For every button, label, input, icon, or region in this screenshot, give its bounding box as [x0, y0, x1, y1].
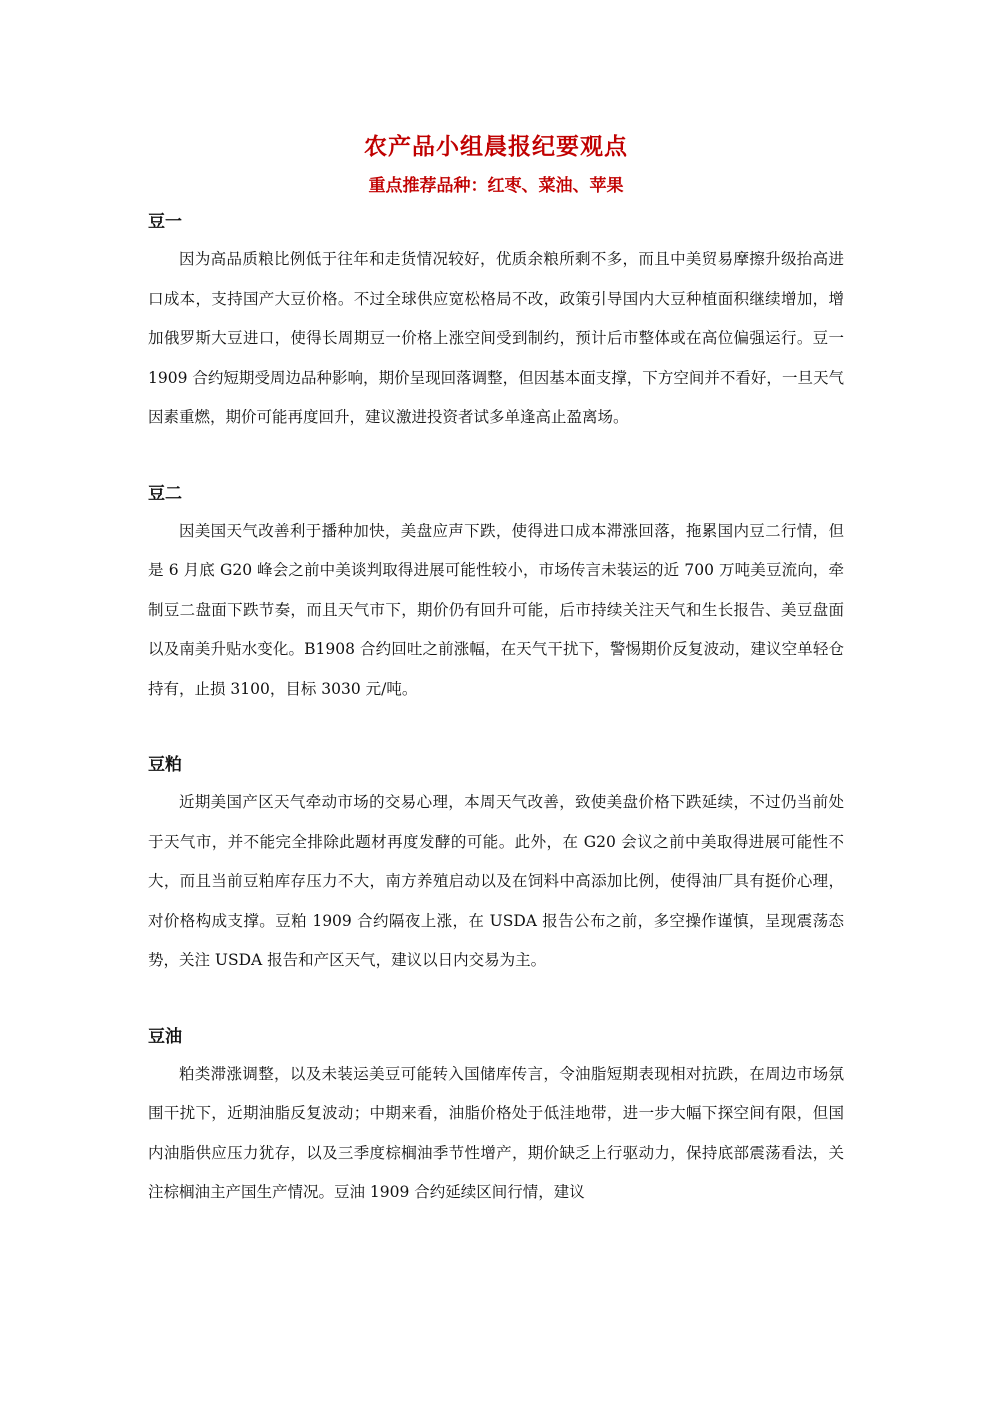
section-body: 近期美国产区天气牵动市场的交易心理，本周天气改善，致使美盘价格下跌延续，不过仍当前处于天气市，并不能完全排除此题材再度发酵的可能。此外，在 G20 会议之前中美取得进展可能性不大，而且当前豆粕库存压力不大，南方养殖启动以及在饲料中高添加比例，使得油厂具有挺价心理，对价格构成支撑。豆粕 1909 合约隔夜上涨，在 USDA 报告公布之前，多空操作谨慎，呈现震荡态势，关注 USDA 报告和产区天气，建议以日内交易为主。	[148, 793, 844, 969]
section-soybean-oil	[148, 1019, 844, 1213]
section-body: 粕类滞涨调整，以及未装运美豆可能转入国储库传言，令油脂短期表现相对抗跌，在周边市场氛围干扰下，近期油脂反复波动；中期来看，油脂价格处于低洼地带，进一步大幅下探空间有限，但国内油脂供应压力犹存，以及三季度棕榈油季节性增产，期价缺乏上行驱动力，保持底部震荡看法，关注棕榈油主产国生产情况。豆油 1909 合约延续区间行情，建议	[148, 1064, 844, 1201]
section-heading: 豆粕	[148, 755, 182, 775]
section-body: 因为高品质粮比例低于往年和走货情况较好，优质余粮所剩不多，而且中美贸易摩擦升级抬高进口成本，支持国产大豆价格。不过全球供应宽松格局不改，政策引导国内大豆种植面积继续增加，增加俄罗斯大豆进口，使得长周期豆一价格上涨空间受到制约，预计后市整体或在高位偏强运行。豆一 1909 合约短期受周边品种影响，期价呈现回落调整，但因基本面支撑，下方空间并不看好，一旦天气因素重燃，期价可能再度回升，建议激进投资者试多单逢高止盈离场。	[148, 250, 844, 426]
section-spacer	[148, 709, 844, 747]
section-heading: 豆二	[148, 483, 182, 504]
report-page	[148, 126, 844, 1213]
section-spacer	[148, 438, 844, 476]
section-soybean-one	[148, 204, 844, 438]
section-heading: 豆油	[148, 1026, 182, 1047]
section-body: 因美国天气改善利于播种加快，美盘应声下跌，使得进口成本滞涨回落，拖累国内豆二行情，但是 6 月底 G20 峰会之前中美谈判取得进展可能性较小，市场传言未装运的近 700 万吨美豆流向，牵制豆二盘面下跌节奏，而且天气市下，期价仍有回升可能，后市持续关注天气和生长报告、美豆盘面以及南美升贴水变化。B1908 合约回吐之前涨幅，在天气干扰下，警惕期价反复波动，建议空单轻仓持有，止损 3100，目标 3030 元/吨。	[148, 521, 844, 698]
section-spacer	[148, 981, 844, 1019]
report-title: 农产品小组晨报纪要观点	[364, 133, 628, 160]
section-soybean-two	[148, 476, 844, 710]
section-soybean-meal	[148, 747, 844, 981]
recommended-varieties-subtitle: 重点推荐品种：红枣、菜油、苹果	[368, 176, 624, 196]
section-heading: 豆一	[148, 212, 182, 232]
